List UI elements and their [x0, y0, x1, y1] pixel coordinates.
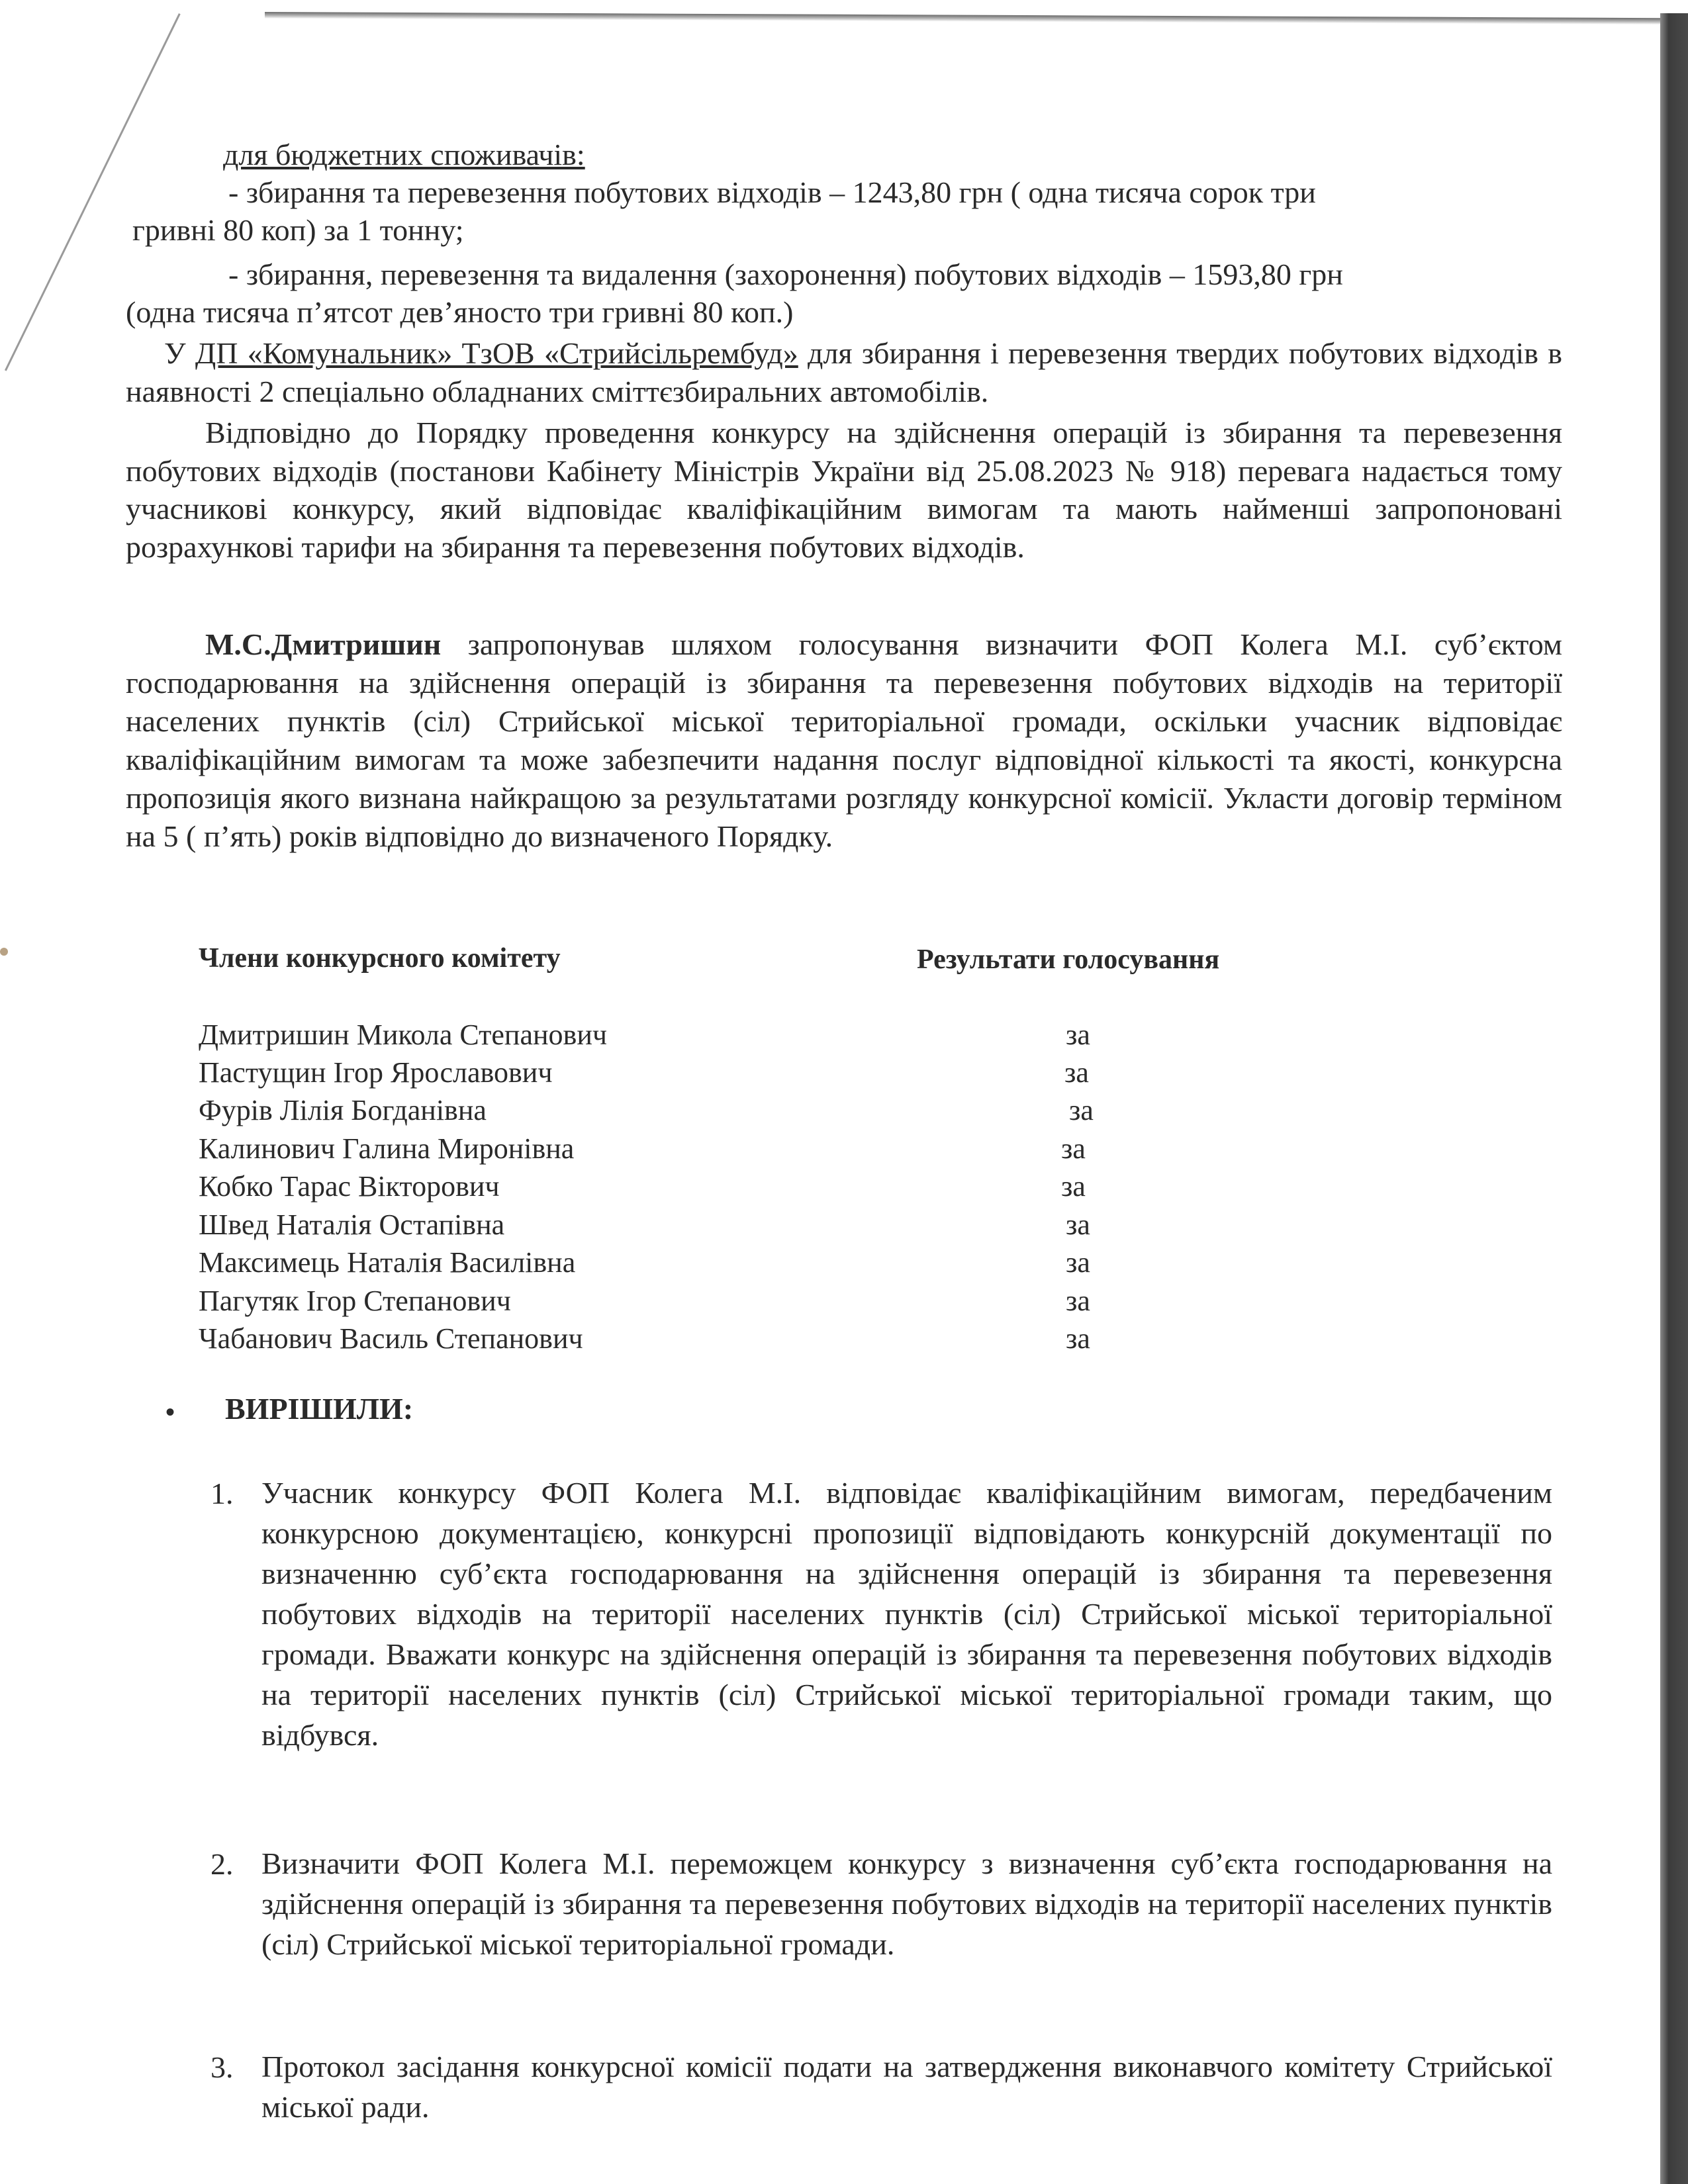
- proposal-text: запропонував шляхом голосування визначити ФОП Колега М.І. суб’єктом господарювання на здійснення операцій із збирання та перевезення побутових відходів на території населених пунктів (сіл) Стрийської міської територіальної громади, оскільки учасник відповідає кваліфікаційним вимогам та може забезпечити надання послуг відповідної кількості та якості, конкурсна пропозиція якого визнана найкращою за результатами розгляду конкурсної комісії. Укласти договір терміном на 5 ( п’ять) років відповідно до визначеного Порядку.: [126, 627, 1562, 853]
- member-vote: за: [1066, 1208, 1090, 1241]
- member-vote: за: [1061, 1170, 1086, 1203]
- tariff-2-line1: - збирання, перевезення та видалення (захоронення) побутових відходів – 1593,80 грн: [228, 257, 1343, 291]
- member-vote: за: [1066, 1285, 1090, 1317]
- member-vote: за: [1064, 1056, 1089, 1089]
- scan-right-edge: [1660, 13, 1688, 2184]
- member-name: Кобко Тарас Вікторович: [199, 1170, 500, 1203]
- col-results-header: Результати голосування: [917, 944, 1220, 975]
- member-vote: за: [1066, 1322, 1090, 1355]
- resolution-item-text: Учасник конкурсу ФОП Колега М.І. відповідає кваліфікаційним вимогам, передбаченим конкурсною документацією, конкурсні пропозиції відповідають конкурсній документації по визначенню суб’єкта господарювання на здійснення операцій із збирання та перевезення побутових відходів на території населених пунктів (сіл) Стрийської міської територіальної громади. Вважати конкурс на здійснення операцій із збирання та перевезення побутових відходів на території населених пунктів (сіл) Стрийської міської територіальної громади таким, що відбувся.: [261, 1476, 1552, 1752]
- member-vote: за: [1069, 1094, 1094, 1126]
- vehicles-company: ДП «Комунальник» ТзОВ «Стрийсільрембуд»: [195, 336, 798, 370]
- tariffs-intro: для бюджетних споживачів:: [223, 138, 585, 171]
- member-name: Пастущин Ігор Ярославович: [199, 1056, 553, 1089]
- member-vote: за: [1066, 1246, 1090, 1279]
- member-name: Максимець Наталія Василівна: [199, 1246, 576, 1279]
- member-vote: за: [1061, 1132, 1086, 1165]
- tariff-1-line1: - збирання та перевезення побутових відходів – 1243,80 грн ( одна тисяча сорок три: [228, 175, 1316, 209]
- vehicles-prefix: У: [164, 336, 195, 370]
- member-name: Швед Наталія Остапівна: [199, 1208, 505, 1241]
- resolution-item-number: 3.: [211, 2050, 234, 2084]
- bullet-icon: •: [165, 1397, 175, 1427]
- vehicles-paragraph: [126, 334, 1562, 410]
- tariff-2-line2: (одна тисяча п’ятсот дев’яносто три гривні 80 коп.): [126, 295, 794, 329]
- vehicles-rest: для збирання і перевезення твердих побутових відходів в наявності 2 спеціально обладнаних сміттєзбиральних автомобілів.: [126, 336, 1562, 408]
- scan-artifact-dot: [0, 948, 8, 956]
- member-name: Пагутяк Ігор Степанович: [199, 1285, 511, 1317]
- tariff-1-line2: гривні 80 коп) за 1 тонну;: [132, 213, 464, 247]
- member-name: Дмитришин Микола Степанович: [199, 1019, 608, 1051]
- procedure-paragraph: Відповідно до Порядку проведення конкурсу на здійснення операцій із збирання та перевезення побутових відходів (постанови Кабінету Міністрів України від 25.08.2023 № 918) перевага надається тому учасникові конкурсу, який відповідає кваліфікаційним вимогам та мають найменші запропоновані розрахункові тарифи на збирання та перевезення побутових відходів.: [126, 416, 1562, 564]
- member-name: Фурів Лілія Богданівна: [199, 1094, 487, 1126]
- member-name: Калинович Галина Миронівна: [199, 1132, 575, 1165]
- resolution-item-number: 1.: [211, 1477, 234, 1510]
- member-name: Чабанович Василь Степанович: [199, 1322, 583, 1355]
- proposal-speaker: М.С.Дмитришин: [205, 627, 442, 661]
- proposal-paragraph: [126, 625, 1562, 856]
- resolution-item-text: Визначити ФОП Колега М.І. переможцем конкурсу з визначення суб’єкта господарювання на здійснення операцій із збирання та перевезення побутових відходів на території населених пунктів (сіл) Стрийської міської територіальної громади.: [261, 1846, 1552, 1961]
- col-members-header: Члени конкурсного комітету: [199, 943, 561, 974]
- scan-top-edge: [265, 12, 1662, 24]
- resolution-heading: ВИРІШИЛИ:: [225, 1392, 414, 1426]
- resolution-item-number: 2.: [211, 1847, 234, 1881]
- member-vote: за: [1066, 1019, 1090, 1051]
- resolution-item-text: Протокол засідання конкурсної комісії подати на затвердження виконавчого комітету Стрийської міської ради.: [261, 2050, 1552, 2124]
